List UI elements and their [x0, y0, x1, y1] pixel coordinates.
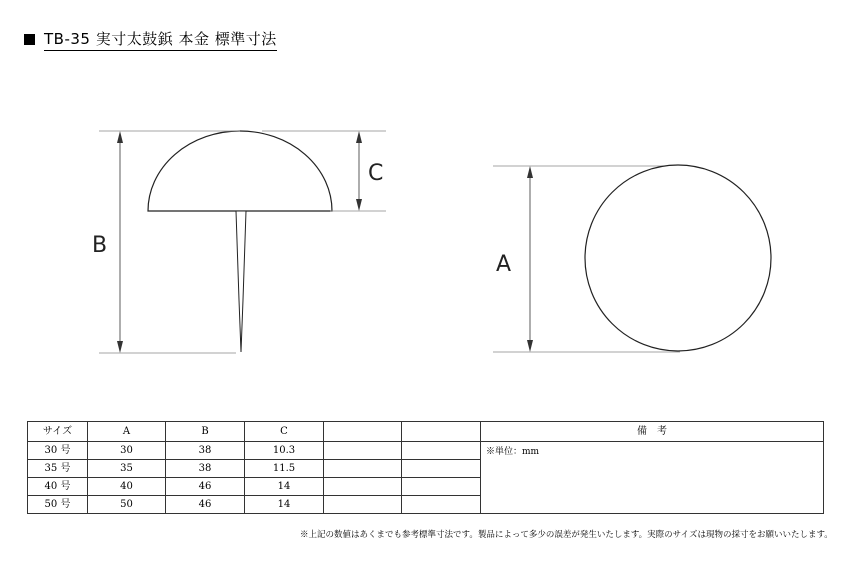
cell-blank [402, 496, 481, 514]
table-header-row [28, 422, 824, 442]
cell-blank [402, 442, 481, 460]
cell-c: 10.3 [245, 442, 324, 460]
cell-blank [324, 460, 402, 478]
header-c: C [245, 422, 324, 442]
header-blank-1 [324, 422, 402, 442]
cell-c: 11.5 [245, 460, 324, 478]
size-table [27, 421, 824, 514]
cell-b: 46 [166, 478, 245, 496]
cell-blank [324, 496, 402, 514]
footnote: ※上記の数値はあくまでも参考標準寸法です。製品によって多少の誤差が発生いたします。実際のサイズは現物の採寸をお願いいたします。 [300, 530, 833, 540]
cell-b: 38 [166, 460, 245, 478]
tack-head [148, 131, 332, 211]
header-blank-2 [402, 422, 481, 442]
dim-label-b: B [92, 233, 108, 258]
cell-size: 30 号 [28, 442, 88, 460]
cell-c: 14 [245, 496, 324, 514]
cell-b: 46 [166, 496, 245, 514]
cell-a: 50 [88, 496, 166, 514]
tack-pin [236, 211, 246, 352]
cell-blank [402, 460, 481, 478]
cell-a: 30 [88, 442, 166, 460]
table-row [28, 442, 824, 460]
cell-blank [324, 478, 402, 496]
cell-a: 40 [88, 478, 166, 496]
cell-blank [324, 442, 402, 460]
header-a: A [88, 422, 166, 442]
cell-c: 14 [245, 478, 324, 496]
cell-a: 35 [88, 460, 166, 478]
dim-label-a: A [496, 252, 512, 277]
side-view [148, 131, 332, 352]
remarks-cell: ※単位：mm [481, 442, 824, 514]
header-b: B [166, 422, 245, 442]
cell-size: 40 号 [28, 478, 88, 496]
tack-front-view [585, 165, 771, 351]
dim-label-c: C [368, 161, 384, 186]
cell-b: 38 [166, 442, 245, 460]
header-remarks: 備 考 [481, 422, 824, 442]
cell-size: 50 号 [28, 496, 88, 514]
cell-blank [402, 478, 481, 496]
cell-size: 35 号 [28, 460, 88, 478]
title-text: TB-35 実寸太鼓鋲 本金 標準寸法 [44, 28, 277, 51]
header-size: サイズ [28, 422, 88, 442]
